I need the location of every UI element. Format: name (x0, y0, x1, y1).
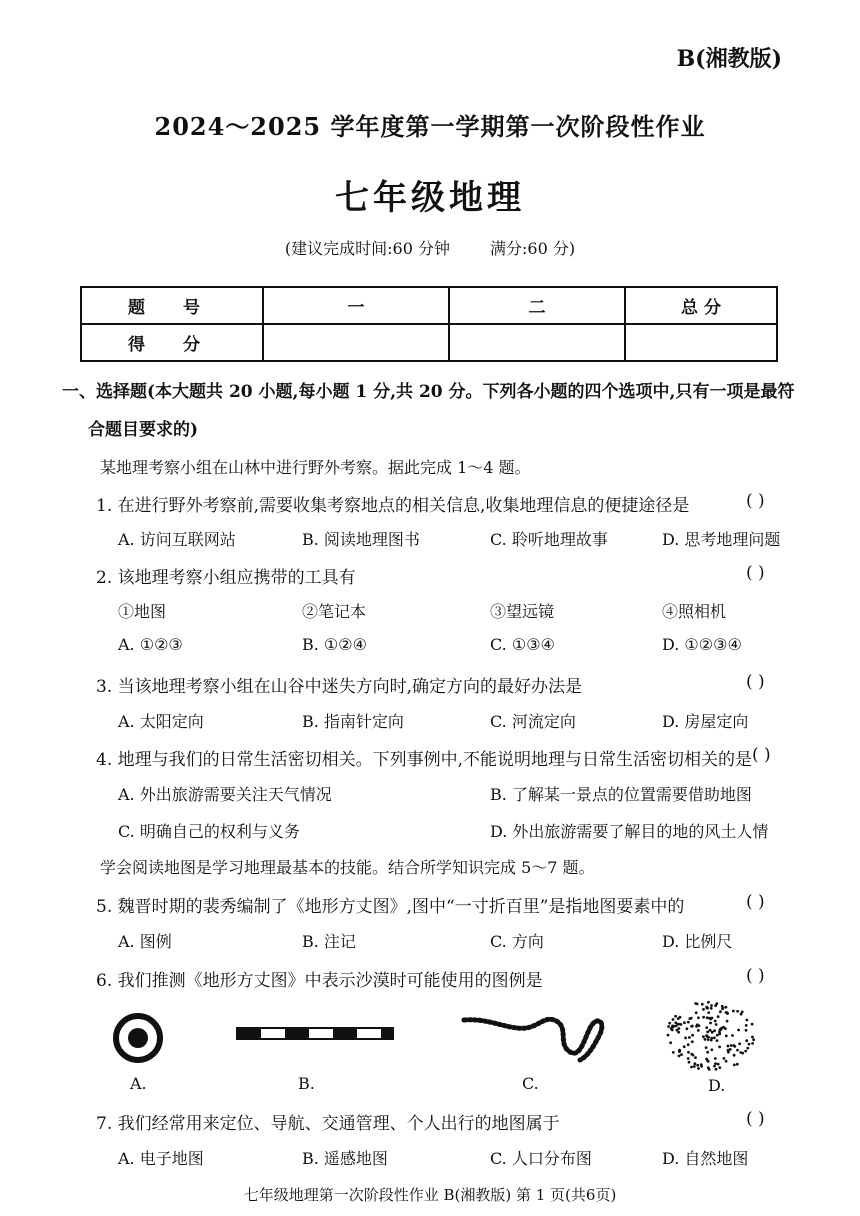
subtitle-score: 满分:60 分) (490, 239, 576, 258)
sand-dot (746, 1019, 749, 1022)
option-c[interactable]: C. 方向 (490, 932, 544, 951)
sand-dot (744, 1050, 747, 1053)
sand-dot (709, 1029, 712, 1032)
sand-dot (746, 1047, 749, 1050)
sand-dot (683, 1021, 686, 1024)
sand-dot (700, 1063, 703, 1066)
sand-dot (725, 1035, 728, 1038)
question-stem: 2. 该地理考察小组应携带的工具有 (96, 568, 356, 588)
sand-dot (709, 1018, 712, 1021)
sand-dot (705, 1026, 708, 1029)
dotted-river-legend-icon[interactable] (460, 1000, 610, 1066)
sand-dot (667, 1034, 670, 1037)
question-stem: 4. 地理与我们的日常生活密切相关。下列事例中,不能说明地理与日常生活密切相关的是 (96, 750, 753, 770)
score-input-cell[interactable] (449, 324, 625, 361)
sand-dot (733, 1064, 736, 1067)
sand-dot (726, 1012, 729, 1015)
sand-dot (738, 1042, 741, 1045)
tool-item: ④照相机 (662, 602, 727, 621)
answer-blank[interactable]: ( ) (746, 966, 765, 986)
sand-dot (672, 1051, 675, 1054)
sand-dot (736, 1063, 739, 1066)
sand-dot (727, 1049, 730, 1052)
sand-dot (707, 1038, 710, 1041)
sand-dot (745, 1039, 748, 1042)
sand-dot (717, 1063, 720, 1066)
section-heading-cont: 合题目要求的) (88, 420, 199, 440)
score-table (80, 286, 778, 362)
sand-dot (710, 1048, 713, 1051)
sand-dot (751, 1036, 754, 1039)
score-table-score-row (81, 324, 777, 361)
sand-dot (687, 1043, 690, 1046)
question-stem: 1. 在进行野外考察前,需要收集考察地点的相关信息,收集地理信息的便捷途径是 (96, 496, 690, 516)
sand-dot (722, 1026, 725, 1029)
score-table-cell: 题 号 (81, 287, 263, 324)
sand-dot (690, 1053, 693, 1056)
option-d[interactable]: D. 外出旅游需要了解目的地的风土人情 (490, 822, 769, 841)
sand-dot (752, 1038, 755, 1041)
sand-dot (745, 1029, 748, 1032)
option-a[interactable]: A. ①②③ (118, 635, 183, 654)
sand-dot (751, 1023, 754, 1026)
bullseye-legend-icon[interactable] (112, 1012, 164, 1064)
option-b[interactable]: B. 了解某一景点的位置需要借助地图 (490, 785, 752, 804)
answer-blank[interactable]: ( ) (746, 1109, 765, 1129)
sand-dot (668, 1022, 671, 1025)
sand-dot (697, 1016, 700, 1019)
sand-dot (715, 1023, 718, 1026)
sand-dot (680, 1053, 683, 1056)
option-b[interactable]: B. 遥感地图 (302, 1149, 388, 1168)
sand-dot (706, 1051, 709, 1054)
legend-label-c: C. (522, 1074, 539, 1093)
sand-dot (687, 1021, 690, 1024)
sand-dot (726, 1020, 729, 1023)
sand-dot (696, 1064, 699, 1067)
sand-dot (717, 1015, 720, 1018)
sand-dot (714, 1004, 717, 1007)
sand-dot (702, 1016, 705, 1019)
sand-dot (676, 1029, 679, 1032)
sand-dot (701, 1003, 704, 1006)
sand-dot (716, 1034, 719, 1037)
sand-dot (736, 1049, 739, 1052)
sand-dot (688, 1017, 691, 1020)
sand-dot (688, 1061, 691, 1064)
sand-dot (718, 1033, 721, 1036)
sand-dot (705, 1007, 708, 1010)
question-stem: 7. 我们经常用来定位、导航、交通管理、个人出行的地图属于 (96, 1114, 560, 1134)
sand-dot (696, 1003, 699, 1006)
sand-dot (672, 1018, 675, 1021)
question-stem: 6. 我们推测《地形方丈图》中表示沙漠时可能使用的图例是 (96, 971, 543, 991)
sand-dot (688, 1036, 691, 1039)
sand-dot (711, 1031, 714, 1034)
sand-dot (697, 1067, 700, 1070)
sand-dot (733, 1054, 736, 1057)
sand-dot (693, 1065, 696, 1068)
sand-dot (715, 1068, 718, 1071)
scattered-dots-legend-icon[interactable] (664, 998, 760, 1074)
sand-dot (707, 1036, 710, 1039)
sand-dot (669, 1041, 672, 1044)
tool-item: ②笔记本 (302, 602, 367, 621)
sand-dot (721, 1005, 724, 1008)
option-b[interactable]: B. 指南针定向 (302, 712, 404, 731)
option-c[interactable]: C. 河流定向 (490, 712, 576, 731)
score-input-cell[interactable] (263, 324, 449, 361)
section-heading: 一、选择题(本大题共 20 小题,每小题 1 分,共 20 分。下列各小题的四个选项中,只有一项是最符 (62, 382, 795, 402)
sand-dot (697, 1029, 700, 1032)
sand-dot (713, 1029, 716, 1032)
sand-dot (725, 1006, 728, 1009)
sand-dot (740, 1013, 743, 1016)
sand-dot (737, 1029, 740, 1032)
sand-dot (705, 1046, 708, 1049)
score-table-header-row (81, 287, 777, 324)
sand-dot (725, 1060, 728, 1063)
sand-dot (710, 1004, 713, 1007)
sand-dot (667, 1025, 670, 1028)
sand-dot (727, 1045, 730, 1048)
answer-blank[interactable]: ( ) (746, 563, 765, 583)
sand-dot (751, 1042, 754, 1045)
sand-dot (674, 1015, 677, 1018)
sand-dot (694, 1056, 697, 1059)
sand-dot (677, 1023, 680, 1026)
sand-dot (670, 1027, 673, 1030)
sand-dot (714, 1062, 717, 1065)
sand-dot (684, 1037, 687, 1040)
option-a[interactable]: A. 图例 (118, 932, 172, 951)
sand-dot (694, 1062, 697, 1065)
sand-dot (707, 1011, 710, 1014)
sand-dot (678, 1049, 681, 1052)
sand-dot (721, 1007, 724, 1010)
answer-blank[interactable]: ( ) (746, 892, 765, 912)
sand-dot (691, 1040, 694, 1043)
sand-dot (707, 1001, 710, 1004)
page-footer: 七年级地理第一次阶段性作业 B(湘教版) 第 1 页(共6页) (243, 1186, 617, 1204)
sand-dot (741, 1052, 744, 1055)
sand-dot (702, 1035, 705, 1038)
sand-dot (736, 1010, 739, 1013)
option-b[interactable]: B. 注记 (302, 932, 356, 951)
sand-dot (710, 1037, 713, 1040)
sand-dot (678, 1055, 681, 1058)
sand-dot (714, 1020, 717, 1023)
sand-dot (679, 1016, 682, 1019)
sand-dot (710, 1007, 713, 1010)
subtitle (0, 236, 860, 259)
sand-dot (713, 1065, 716, 1068)
sand-dot (723, 1057, 726, 1060)
sand-dot (745, 1024, 748, 1027)
sand-dot (718, 1046, 721, 1049)
legend-label-b: B. (298, 1074, 315, 1093)
score-input-cell[interactable] (625, 324, 777, 361)
option-b[interactable]: B. ①②④ (302, 635, 367, 654)
option-c[interactable]: C. 明确自己的权利与义务 (118, 822, 300, 841)
sand-dot (691, 1025, 694, 1028)
sand-dot (702, 1008, 705, 1011)
answer-blank[interactable]: ( ) (752, 745, 771, 765)
sand-dot (704, 1038, 707, 1041)
sand-dot (695, 1011, 698, 1014)
sand-dot (708, 1068, 711, 1071)
sand-dot (709, 1022, 712, 1025)
sand-dot (671, 1025, 674, 1028)
option-a[interactable]: A. 访问互联网站 (118, 530, 236, 549)
intro-text: 学会阅读地图是学习地理最基本的技能。结合所学知识完成 5～7 题。 (100, 858, 595, 877)
option-a[interactable]: A. 太阳定向 (118, 712, 204, 731)
tool-item: ③望远镜 (490, 602, 555, 621)
sand-dot (732, 1010, 735, 1013)
subtitle-time: (建议完成时间:60 分钟 (284, 239, 450, 258)
sand-dot (706, 1059, 709, 1062)
option-b[interactable]: B. 阅读地理图书 (302, 530, 420, 549)
score-table-cell: 总 分 (625, 287, 777, 324)
option-a[interactable]: A. 外出旅游需要关注天气情况 (118, 785, 332, 804)
sand-dot (706, 1031, 709, 1034)
option-c[interactable]: C. ①③④ (490, 635, 555, 654)
railway-legend-icon[interactable] (236, 1026, 396, 1042)
option-d[interactable]: D. 房屋定向 (662, 712, 749, 731)
sand-dot (719, 1010, 722, 1013)
option-c[interactable]: C. 聆听地理故事 (490, 530, 608, 549)
page-title: 七年级地理 (335, 178, 525, 218)
option-c[interactable]: C. 人口分布图 (490, 1149, 592, 1168)
option-d[interactable]: D. 比例尺 (662, 932, 733, 951)
option-d[interactable]: D. 思考地理问题 (662, 530, 781, 549)
sand-dot (683, 1045, 686, 1048)
sand-dot (714, 1057, 717, 1060)
sand-dot (687, 1057, 690, 1060)
legend-label-d: D. (708, 1076, 726, 1095)
answer-blank[interactable]: ( ) (746, 491, 765, 511)
sand-dot (696, 1023, 699, 1026)
question-stem: 5. 魏晋时期的裴秀编制了《地形方丈图》,图中“一寸折百里”是指地图要素中的 (96, 897, 685, 917)
sand-dot (680, 1023, 683, 1026)
sand-dot (731, 1034, 734, 1037)
year-title: 2024～2025 学年度第一学期第一次阶段性作业 (154, 112, 706, 141)
tool-item: ①地图 (118, 602, 167, 621)
sand-dot (686, 1027, 689, 1030)
edition-label: B(湘教版) (676, 46, 782, 72)
sand-dot (718, 1066, 721, 1069)
sand-dot (690, 1066, 693, 1069)
question-stem: 3. 当该地理考察小组在山谷中迷失方向时,确定方向的最好办法是 (96, 677, 583, 697)
sand-dot (730, 1044, 733, 1047)
intro-text: 某地理考察小组在山林中进行野外考察。据此完成 1～4 题。 (100, 458, 531, 477)
option-d[interactable]: D. 自然地图 (662, 1149, 749, 1168)
score-table-cell: 一 (263, 287, 449, 324)
sand-dot (748, 1043, 751, 1046)
sand-dot (713, 1036, 716, 1039)
sand-dot (691, 1034, 694, 1037)
option-a[interactable]: A. 电子地图 (118, 1149, 204, 1168)
sand-dot (687, 1051, 690, 1054)
answer-blank[interactable]: ( ) (746, 672, 765, 692)
sand-dot (716, 1039, 719, 1042)
score-table-cell: 得 分 (81, 324, 263, 361)
legend-label-a: A. (130, 1074, 147, 1093)
sand-dot (732, 1044, 735, 1047)
option-d[interactable]: D. ①②③④ (662, 635, 742, 654)
score-table-cell: 二 (449, 287, 625, 324)
